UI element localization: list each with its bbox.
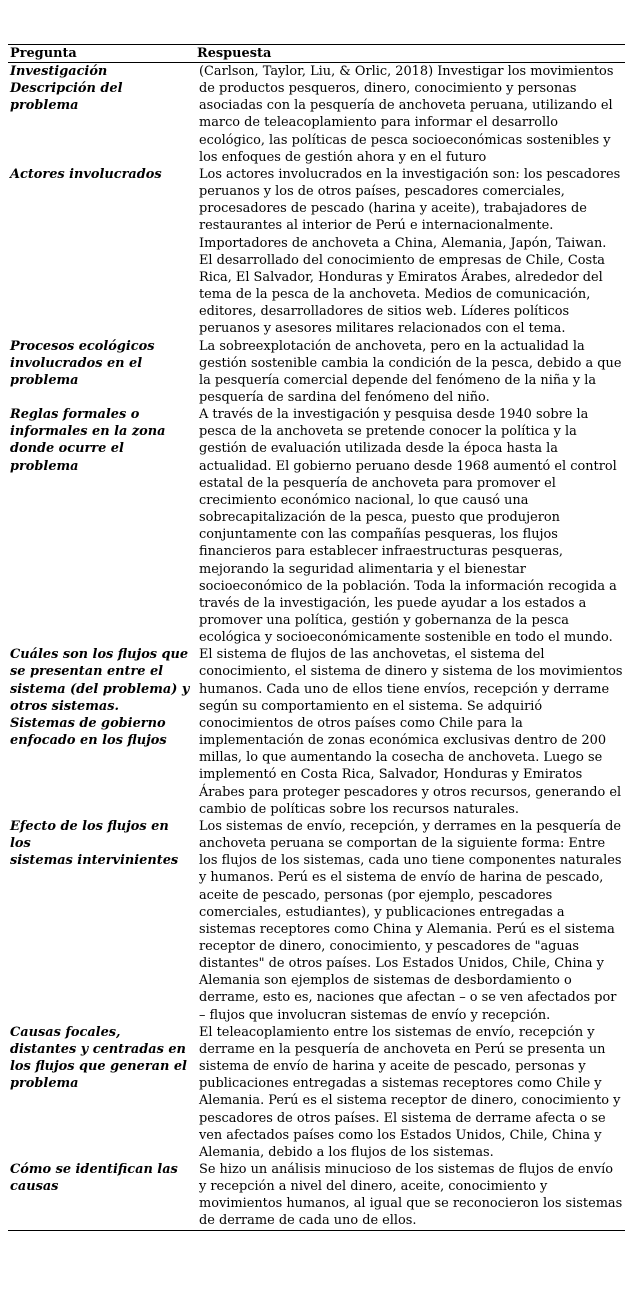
answer-cell: A través de la investigación y pesquisa desde 1940 sobre la pesca de la anchoveta se pretende conocer la política y la gestión de evaluación utilizada desde la época hasta la actualidad. El gobierno peruano desde 1968 aumentó el control estatal de la pesquería de anchoveta para promover el crecimiento económico nacional, lo que causó una sobrecapitalización de la pesca, puesto que produjeron conjuntamente con las compañías pesqueras, los flujos financieros para establecer infraestructuras pesqueras, mejorando la seguridad alimentaria y el bienestar socioeconómico de la población. Toda la información recogida a través de la investigación, les puede ayudar a los estados a promover una política, gestión y gobernanza de la pesca ecológica y socioeconómicamente sostenible en todo el mundo. [199, 407, 617, 646]
table-row [8, 166, 625, 338]
question-line: Descripción del [10, 81, 123, 97]
qa-table [8, 44, 625, 1231]
table-row [8, 406, 625, 646]
question-line: problema [10, 372, 79, 388]
question-line: problema [10, 98, 79, 114]
question-line: involucrados en el [10, 355, 143, 371]
question-line: Cómo se identifican las [10, 1162, 178, 1177]
question-line: Actores involucrados [10, 166, 162, 182]
question-cell [8, 646, 195, 818]
table-body [8, 63, 625, 1231]
answer-cell: Los actores involucrados en la investigación son: los pescadores peruanos y los de otros países, pescadores comerciales, procesadores de pescado (harina y aceite), trabajadores de restaurantes al interior de Perú e internacionalmente. Importadores de anchoveta a China, Alemania, Japón, Taiwan. El desarrollado del conocimiento de empresas de Chile, Costa Rica, El Salvador, Honduras y Emiratos Árabes, alrededor del tema de la pesca de la anchoveta. Medios de comunicación, editores, desarrolladores de sitios web. Líderes políticos peruanos y asesores militares relacionados con el tema. [199, 166, 621, 337]
question-line: se presentan entre el [10, 664, 164, 680]
question-line: Reglas formales o [10, 407, 140, 423]
table-header-row [8, 45, 625, 63]
question-line: donde ocurre el [10, 441, 124, 457]
table-row [8, 818, 625, 1024]
question-cell [8, 1024, 195, 1161]
question-line: sistema (del problema) y [10, 681, 190, 697]
table-row [8, 1161, 625, 1230]
question-line: los flujos que generan el [10, 1059, 187, 1075]
question-line: informales en la zona [10, 424, 166, 440]
table-row [8, 63, 625, 166]
answer-cell: Se hizo un análisis minucioso de los sistemas de flujos de envío y recepción a nivel del dinero, aceite, conocimiento y movimientos humanos, al igual que se reconocieron los sistemas de derrame de cada uno de ellos. [195, 1161, 625, 1230]
question-line: Sistemas de gobierno [10, 715, 166, 731]
question-cell [8, 406, 195, 646]
answer-cell: El sistema de flujos de las anchovetas, el sistema del conocimiento, el sistema de dinero y sistema de los movimientos humanos. Cada uno de ellos tiene envíos, recepción y derrame según su comportamiento en el sistema. Se adquirió conocimientos de otros países como Chile para la implementación de zonas económica exclusivas dentro de 200 millas, lo que aumentando la cosecha de anchoveta. Luego se implementó en Costa Rica, Salvador, Honduras y Emiratos Árabes para proteger pescadores y otros recursos, generando el cambio de políticas sobre los recursos naturales. [199, 647, 623, 817]
answer-cell: Los sistemas de envío, recepción, y derrames en la pesquería de anchoveta peruana se comportan de la siguiente forma: Entre los flujos de los sistemas, cada uno tiene componentes naturales y humanos. Perú es el sistema de envío de harina de pescado, aceite de pescado, personas (por ejemplo, pescadores comerciales, estudiantes), y publicaciones entregadas a sistemas receptores como China y Alemania. Perú es el sistema receptor de dinero, conocimiento, y pescadores de "aguas distantes" de otros países. Los Estados Unidos, Chile, China y Alemania son ejemplos de sistemas de desbordamiento o derrame, esto es, naciones que afectan – o se ven afectados por – flujos que involucran sistemas de envío y recepción. [199, 818, 622, 1023]
answer-cell: (Carlson, Taylor, Liu, & Orlic, 2018) Investigar los movimientos de productos pesqueros, dinero, conocimiento y personas asociadas con la pesquería de anchoveta peruana, utilizando el marco de teleacoplamiento para informar el desarrollo ecológico, las políticas de pesca socioeconómicas sostenibles y los enfoques de gestión ahora y en el futuro [199, 64, 614, 165]
answer-cell: La sobreexplotación de anchoveta, pero en la actualidad la gestión sostenible cambia la condición de la pesca, debido a que la pesquería comercial depende del fenómeno de la niña y la pesquería de sardina del fenómeno del niño. [199, 338, 622, 405]
question-line: problema [10, 1076, 79, 1092]
question-line: Causas focales, [10, 1024, 121, 1040]
header-question: Pregunta [8, 45, 195, 63]
answer-cell: El teleacoplamiento entre los sistemas de envío, recepción y derrame en la pesquería de anchoveta en Perú se presenta un sistema de envío de harina y aceite de pescado, personas y publicaciones entregadas a sistemas receptores como Chile y Alemania. Perú es el sistema receptor de dinero, conocimiento y pescadores de otros países. El sistema de derrame afecta o se ven afectados países como los Estados Unidos, Chile, China y Alemania, debido a los flujos de los sistemas. [199, 1024, 621, 1160]
question-cell [8, 63, 195, 166]
question-line: enfocado en los flujos [10, 733, 167, 749]
question-line: Cuáles son los flujos que [10, 647, 189, 663]
table-row [8, 646, 625, 818]
question-cell [8, 1161, 195, 1230]
question-line: Procesos ecológicos [10, 338, 155, 354]
question-cell [8, 338, 195, 407]
table-row [8, 338, 625, 407]
table-row [8, 1024, 625, 1161]
question-cell [8, 818, 195, 1024]
question-line: sistemas intervinientes [10, 853, 179, 869]
question-line: Investigación [10, 64, 108, 79]
question-cell [8, 166, 195, 338]
question-line: distantes y centradas en [10, 1041, 186, 1057]
question-line: problema [10, 458, 79, 474]
header-answer: Respuesta [195, 45, 625, 63]
question-line: otros sistemas. [10, 698, 119, 714]
question-line: Efecto de los flujos en los [10, 818, 169, 852]
question-line: causas [10, 1179, 59, 1195]
